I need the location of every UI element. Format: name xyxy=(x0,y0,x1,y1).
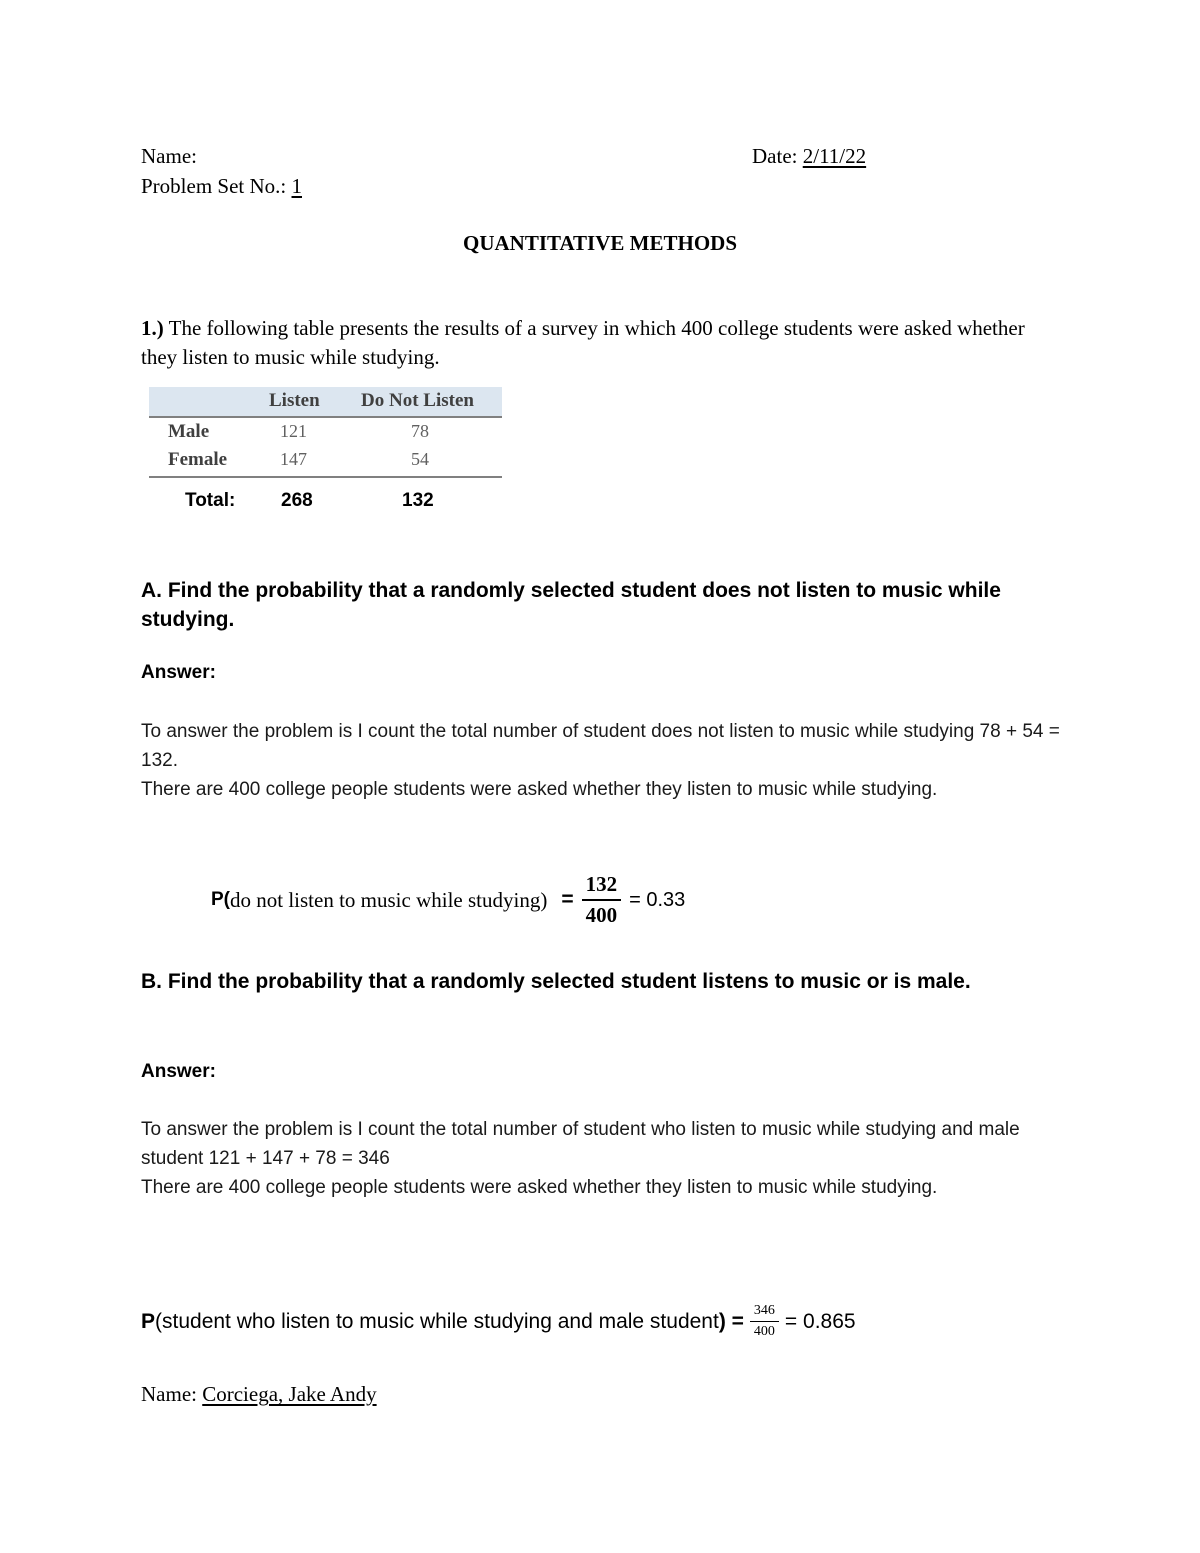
name-label: Name: xyxy=(141,144,197,168)
part-b-question: B. Find the probability that a randomly selected student listens to music or is male. xyxy=(141,970,971,993)
date-field xyxy=(752,144,866,169)
table-bottom-rule xyxy=(149,476,502,478)
footer-name-field xyxy=(141,1382,377,1407)
part-b-fraction xyxy=(750,1303,779,1340)
table-row xyxy=(149,446,502,474)
part-b-paragraph-1: To answer the problem is I count the total number of student who listen to music while studying and male student 121 + 147 + 78 = 346 xyxy=(141,1119,1020,1169)
part-b-explanation xyxy=(141,1115,1061,1202)
part-a-denominator: 400 xyxy=(585,903,618,927)
problem-set-label: Problem Set No.: xyxy=(141,174,287,198)
part-b-formula-equals: ) = xyxy=(718,1309,744,1333)
part-a-formula-p: P( xyxy=(211,889,230,910)
part-b-denominator: 400 xyxy=(753,1324,775,1339)
part-b-result: = 0.865 xyxy=(784,1309,856,1333)
table-header-row xyxy=(149,387,502,418)
part-b-formula xyxy=(141,1303,856,1340)
part-a-formula-equals: = xyxy=(561,888,574,911)
total-label: Total: xyxy=(185,490,236,511)
table-row xyxy=(149,418,502,446)
part-a-paragraph-2: There are 400 college people students were asked whether they listen to music while studying. xyxy=(141,779,938,800)
part-b-numerator: 346 xyxy=(750,1303,779,1322)
column-header-do-not-listen: Do Not Listen xyxy=(361,390,474,411)
part-a-paragraph-1: To answer the problem is I count the total number of student does not listen to music while studying 78 + 54 = 132. xyxy=(141,721,1060,771)
cell-male-do-not-listen: 78 xyxy=(411,421,429,441)
part-b-formula-p: P xyxy=(141,1309,156,1333)
page-title: QUANTITATIVE METHODS xyxy=(462,231,737,255)
total-do-not-listen: 132 xyxy=(402,490,434,511)
problem-set-field xyxy=(141,174,302,199)
date-value: 2/11/22 xyxy=(802,144,867,168)
question-text: The following table presents the results of a survey in which 400 college students were asked whether they listen to music while studying. xyxy=(141,316,1025,369)
part-a-question: A. Find the probability that a randomly selected student does not listen to music while studying. xyxy=(141,579,1001,631)
cell-female-do-not-listen: 54 xyxy=(411,449,429,469)
part-a-explanation xyxy=(141,717,1061,804)
question-number: 1.) xyxy=(141,316,164,340)
cell-male-listen: 121 xyxy=(280,421,307,441)
total-listen: 268 xyxy=(281,490,313,511)
part-a-fraction xyxy=(582,872,622,928)
problem-set-value: 1 xyxy=(291,174,302,198)
question-1 xyxy=(141,314,1061,372)
row-label-male: Male xyxy=(168,421,210,442)
date-label: Date: xyxy=(752,144,798,168)
footer-name-value: Corciega, Jake Andy xyxy=(202,1382,377,1406)
part-b-answer-label: Answer: xyxy=(141,1061,216,1082)
footer-name-label: Name: xyxy=(141,1382,197,1406)
part-a-answer-label: Answer: xyxy=(141,662,216,683)
column-header-listen: Listen xyxy=(269,390,320,411)
row-label-female: Female xyxy=(168,449,228,470)
part-a-numerator: 132 xyxy=(582,872,622,901)
part-b-paragraph-2: There are 400 college people students were asked whether they listen to music while studying. xyxy=(141,1177,938,1198)
part-b-formula-text: (student who listen to music while studying and male student xyxy=(155,1309,719,1333)
part-a-result: = 0.33 xyxy=(629,888,686,911)
part-a-formula xyxy=(211,872,685,928)
survey-table xyxy=(149,387,502,478)
cell-female-listen: 147 xyxy=(280,449,307,469)
part-a-formula-text: do not listen to music while studying) xyxy=(230,887,548,912)
